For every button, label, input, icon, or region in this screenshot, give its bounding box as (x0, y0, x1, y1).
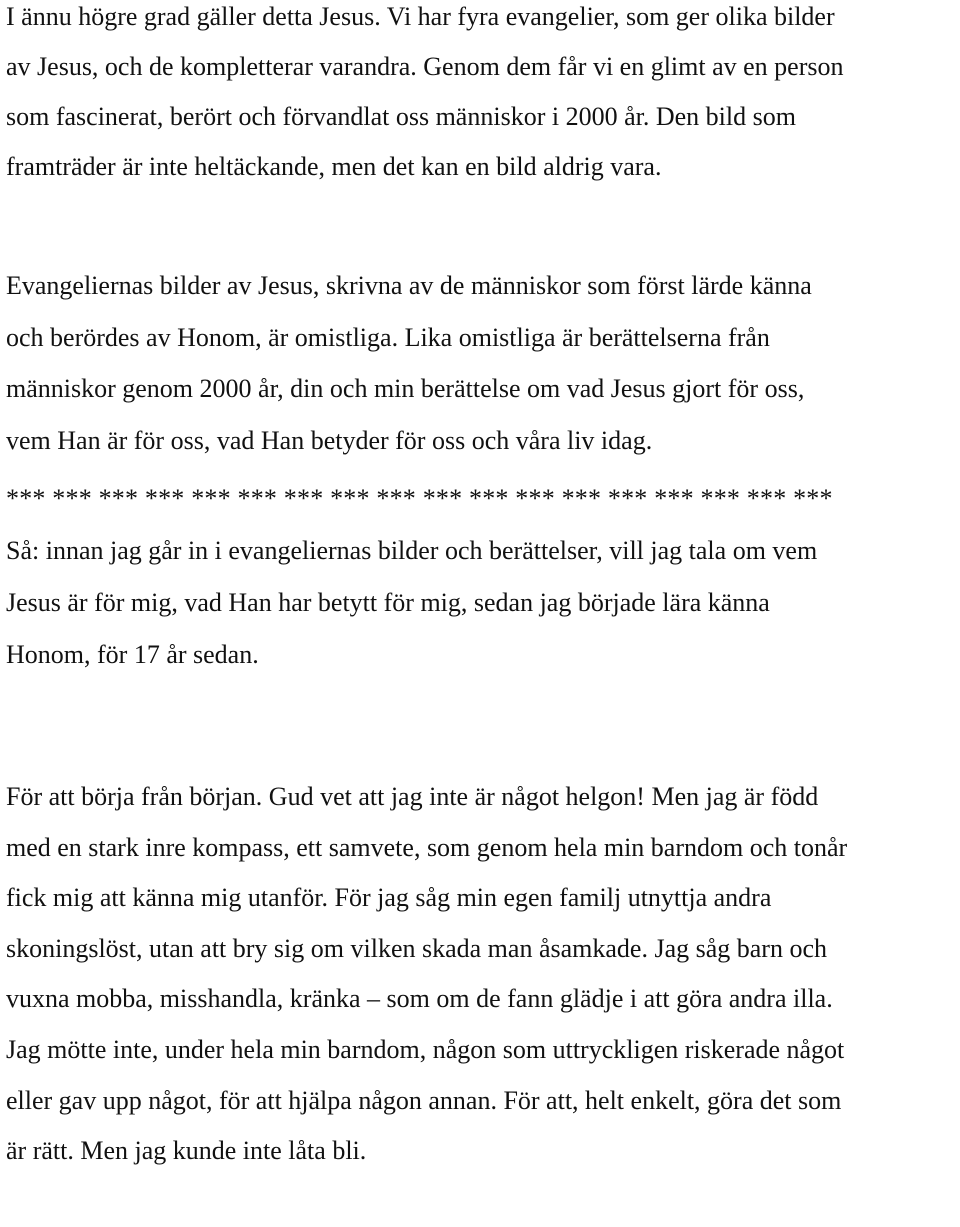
paragraph-line: eller gav upp något, för att hjälpa någon annan. För att, helt enkelt, göra det som (6, 1085, 842, 1115)
asterisk-separator: *** *** *** *** *** *** *** *** *** *** *** *** *** *** *** *** *** *** (6, 484, 833, 513)
paragraph-line: framträder är inte heltäckande, men det kan en bild aldrig vara. (6, 152, 662, 181)
paragraph-line: vem Han är för oss, vad Han betyder för oss och våra liv idag. (6, 425, 653, 455)
paragraph-line: är rätt. Men jag kunde inte låta bli. (6, 1136, 367, 1166)
paragraph-3 (6, 525, 956, 681)
paragraph-line: vuxna mobba, misshandla, kränka – som om de fann glädje i att göra andra illa. (6, 984, 833, 1014)
document-page (6, 0, 956, 1177)
paragraph-line: Honom, för 17 år sedan. (6, 640, 259, 669)
paragraph-line: av Jesus, och de kompletterar varandra. Genom dem får vi en glimt av en person (6, 52, 844, 81)
paragraph-2 (6, 260, 956, 466)
paragraph-line: I ännu högre grad gäller detta Jesus. Vi har fyra evangelier, som ger olika bilder (6, 2, 835, 31)
paragraph-line: Jesus är för mig, vad Han har betytt för mig, sedan jag började lära känna (6, 588, 770, 617)
paragraph-4 (6, 772, 956, 1177)
paragraph-line: med en stark inre kompass, ett samvete, som genom hela min barndom och tonår (6, 832, 848, 862)
paragraph-line: människor genom 2000 år, din och min berättelse om vad Jesus gjort för oss, (6, 374, 805, 403)
paragraph-line: som fascinerat, berört och förvandlat oss människor i 2000 år. Den bild som (6, 102, 796, 131)
paragraph-line: Evangeliernas bilder av Jesus, skrivna av de människor som först lärde känna (6, 271, 812, 300)
paragraph-line: och berördes av Honom, är omistliga. Lika omistliga är berättelserna från (6, 322, 770, 352)
paragraph-line: För att börja från början. Gud vet att jag inte är något helgon! Men jag är född (6, 782, 819, 811)
paragraph-line: fick mig att känna mig utanför. För jag såg min egen familj utnyttja andra (6, 883, 772, 913)
paragraph-line: Jag mötte inte, under hela min barndom, någon som uttryckligen riskerade något (6, 1034, 845, 1064)
paragraph-line: Så: innan jag går in i evangeliernas bilder och berättelser, vill jag tala om vem (6, 536, 818, 565)
paragraph-line: skoningslöst, utan att bry sig om vilken skada man åsamkade. Jag såg barn och (6, 933, 828, 963)
paragraph-1 (6, 0, 956, 192)
